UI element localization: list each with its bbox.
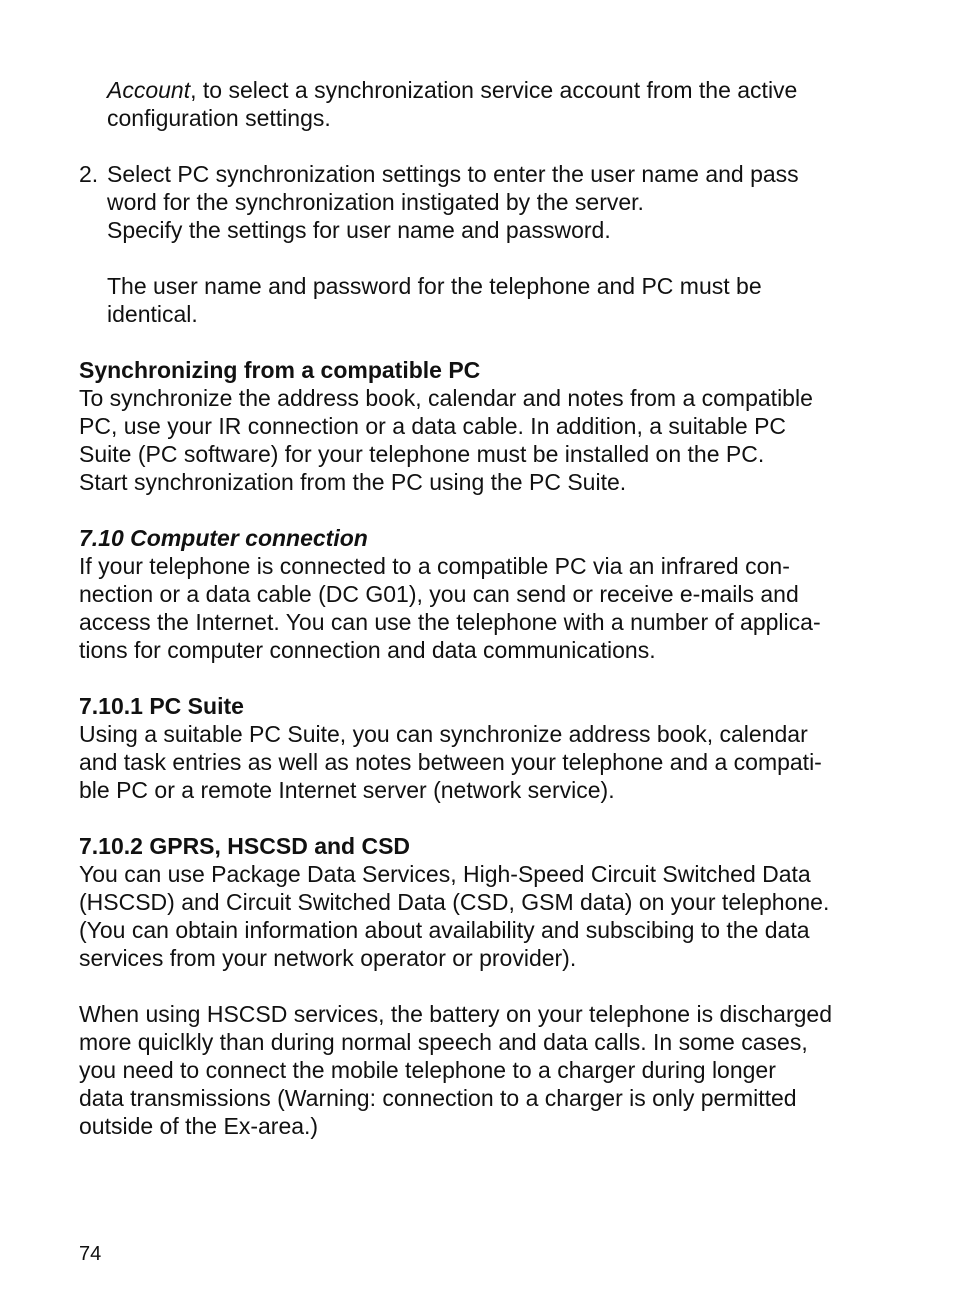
pc-suite-line: and task entries as well as notes between your telephone and a compati- (79, 749, 822, 775)
step-2-line: Select PC synchronization settings to enter the user name and pass (107, 161, 799, 187)
sync-pc-line: Suite (PC software) for your telephone must be installed on the PC. (79, 441, 765, 467)
pc-suite-line: ble PC or a remote Internet server (network service). (79, 777, 615, 803)
computer-connection-heading: 7.10 Computer connection (79, 525, 368, 551)
gprs-note-line: When using HSCSD services, the battery on your telephone is discharged (79, 1001, 833, 1027)
intro-line-2: configuration settings. (107, 105, 331, 131)
gprs-note-line: more quiclkly than during normal speech and data calls. In some cases, (79, 1029, 808, 1055)
pc-suite-heading: 7.10.1 PC Suite (79, 693, 244, 719)
step-2-line: Specify the settings for user name and password. (107, 217, 611, 243)
gprs-line: (You can obtain information about availability and subscibing to the data (79, 917, 810, 943)
sync-pc-line: Start synchronization from the PC using the PC Suite. (79, 469, 627, 495)
pc-suite-line: Using a suitable PC Suite, you can synchronize address book, calendar (79, 721, 808, 747)
gprs-line: You can use Package Data Services, High-Speed Circuit Switched Data (79, 861, 811, 887)
gprs-note-line: you need to connect the mobile telephone to a charger during longer (79, 1057, 776, 1083)
computer-connection-line: If your telephone is connected to a compatible PC via an infrared con- (79, 553, 790, 579)
intro-line-1 (107, 76, 797, 104)
page-number: 74 (79, 1243, 102, 1265)
gprs-heading: 7.10.2 GPRS, HSCSD and CSD (79, 833, 411, 859)
gprs-line: services from your network operator or provider). (79, 945, 577, 971)
gprs-line: (HSCSD) and Circuit Switched Data (CSD, GSM data) on your telephone. (79, 889, 830, 915)
sync-pc-line: PC, use your IR connection or a data cable. In addition, a suitable PC (79, 413, 787, 439)
gprs-note-line: outside of the Ex-area.) (79, 1113, 319, 1139)
step-2-note-line: The user name and password for the telephone and PC must be (107, 273, 762, 299)
computer-connection-line: nection or a data cable (DC G01), you can send or receive e-mails and (79, 581, 799, 607)
step-2-line: word for the synchronization instigated by the server. (107, 189, 644, 215)
computer-connection-line: tions for computer connection and data communications. (79, 637, 656, 663)
gprs-note-line: data transmissions (Warning: connection to a charger is only permitted (79, 1085, 797, 1111)
step-2-note-line: identical. (107, 301, 198, 327)
step-2-number: 2. (79, 161, 99, 187)
computer-connection-line: access the Internet. You can use the telephone with a number of applica- (79, 609, 821, 635)
account-term: Account (107, 77, 191, 103)
sync-pc-heading: Synchronizing from a compatible PC (79, 357, 481, 383)
intro-line-1-rest: , to select a synchronization service account from the active (190, 77, 798, 103)
sync-pc-line: To synchronize the address book, calendar and notes from a compatible (79, 385, 813, 411)
